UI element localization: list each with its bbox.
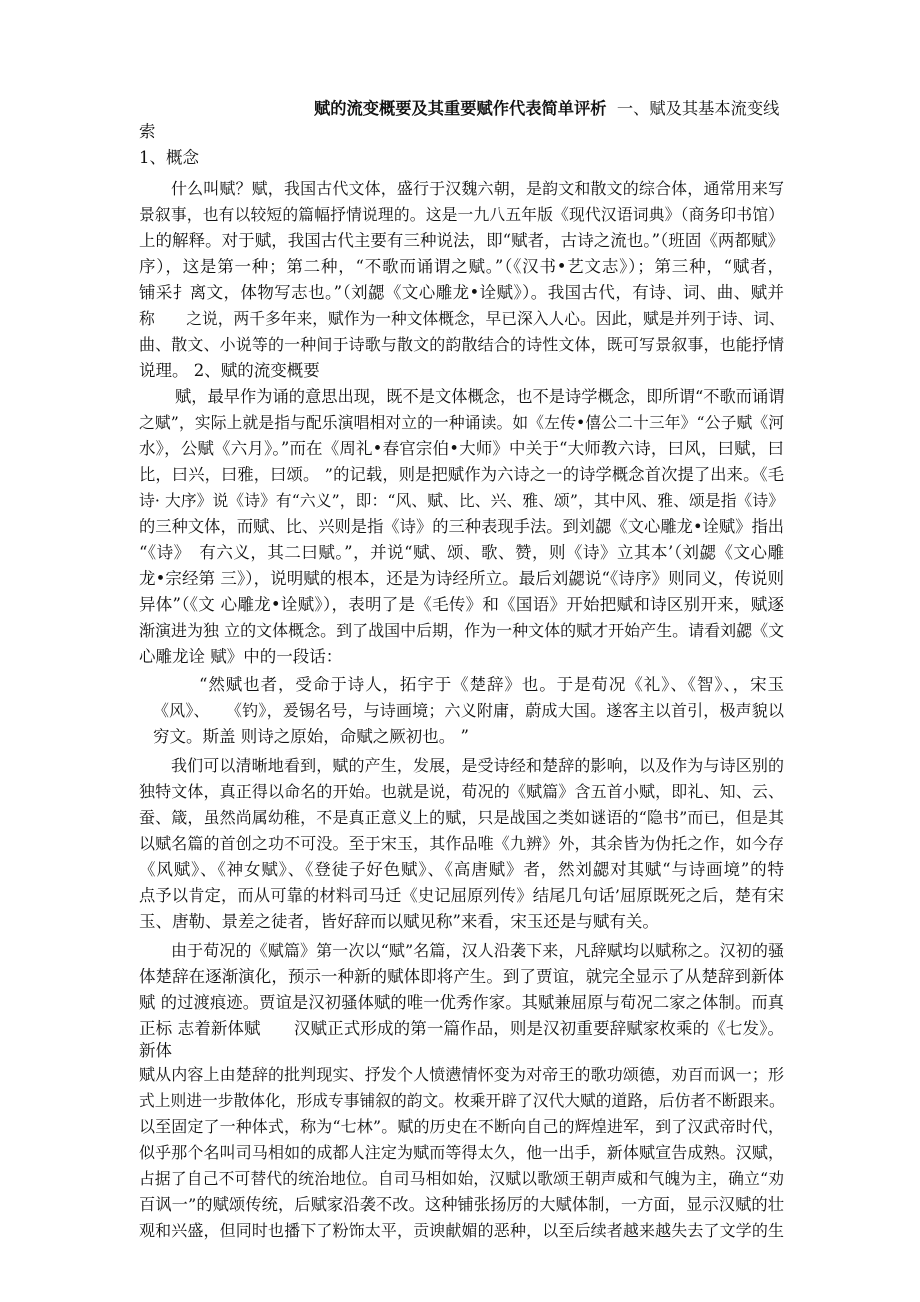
text-line: 赋 的过渡痕迹。贾谊是汉初骚体赋的唯一优秀作家。其赋兼屈原与荀况二家之体制。而真 — [139, 993, 784, 1012]
text-line: 的三种文体，而赋、比、兴则是指《诗》的三种表现手法。到刘勰《文心雕龙•诠赋》指出 — [139, 517, 784, 536]
quote-line: “然赋也者，受命于诗人，拓宇于《楚辞》也。于是荀况《礼》、《智》、，宋玉 — [199, 675, 784, 694]
text-line: 铺采扌离文，体物写志也。”（刘勰《文心雕龙•诠赋》）。我国古代，有诗、词、曲、赋并 — [139, 283, 784, 302]
text-line: 占据了自己不可替代的统治地位。自司马相如始，汉赋以歌颂王朝声威和气魄为主，确立“劝 — [139, 1169, 784, 1188]
text-line: 赋从内容上由楚辞的批判现实、抒发个人愤懑情怀变为对帝王的歌功颂德，劝百而讽一；形 — [139, 1065, 784, 1084]
text-line: 正标 志着新体赋 汉赋正式形成的第一篇作品，则是汉初重要辞赋家枚乘的《七发》。 — [139, 1019, 784, 1038]
text-line: 似乎那个名叫司马相如的成都人注定为赋而等得太久，他一出手，新体赋宣告成熟。汉赋， — [139, 1143, 784, 1162]
text-line: 以赋名篇的首创之功不可没。至于宋玉，其作品唯《九辨》外，其余皆为伪托之作，如今存 — [139, 834, 784, 853]
text-line: 体楚辞在逐渐演化，预示一种新的赋体即将产生。到了贾谊，就完全显示了从楚辞到新体 — [139, 967, 784, 986]
text-line: 观和兴盛，但同时也播下了粉饰太平，贡谀献媚的恶种，以至后续者越来越失去了文学的生 — [139, 1221, 784, 1240]
text-line: 点予以肯定，而从可靠的材料司马迁《史记屈原列传》结尾几句话’屈原既死之后，楚有宋 — [139, 886, 784, 905]
text-line: 心雕龙诠 赋》中的一段话： — [139, 647, 343, 666]
text-line: 百讽一”的赋颂传统，后赋家沿袭不改。这种铺张扬厉的大赋体制，一方面，显示汉赋的壮 — [139, 1195, 784, 1214]
text-line: 水》，公赋《六月》。”而在《周礼•春官宗伯•大师》中关于“大师教六诗，曰风，曰赋，曰 — [139, 439, 784, 458]
doc-title: 赋的流变概要及其重要赋作代表简单评析 — [314, 99, 607, 118]
text-line: 上的解释。对于赋，我国古代主要有三种说法，即“赋者，古诗之流也。”（班固《两都赋》 — [139, 231, 784, 250]
text-line: 以至固定了一种体式，称为“七林”。赋的历史在不断向自己的辉煌进军，到了汉武帝时代， — [139, 1117, 784, 1136]
quote-line: 穷文。斯盖 则诗之原始，命赋之厥初也。 ” — [153, 727, 469, 746]
text-line: 异体”（《文 心雕龙•诠赋》），表明了是《毛传》和《国语》开始把赋和诗区别开来，赋逐 — [139, 595, 784, 614]
text-line: 索 — [139, 122, 156, 141]
section-heading: 一、赋及其基本流变线 — [616, 99, 780, 118]
quote-line: 《风》、 《钓》，爰锡名号，与诗画境；六义附庸，蔚成大国。遂客主以首引，极声貌以 — [153, 701, 784, 720]
text-line: 赋，最早作为诵的意思出现，既不是文体概念，也不是诗学概念，即所谓“不歌而诵谓 — [175, 387, 785, 406]
text-line: 什么叫赋？赋，我国古代文体，盛行于汉魏六朝，是韵文和散文的综合体，通常用来写 — [171, 179, 784, 198]
text-line: 序），这是第一种；第二种，“不歌而诵谓之赋。”（《汉书•艺文志》）；第三种，“赋者， — [139, 257, 784, 276]
text-line: 《风赋》、《神女赋》、《登徒子好色赋》、《高唐赋》者，然刘勰对其赋“与诗画境”的特 — [139, 860, 784, 879]
section-heading: 1、概念 — [139, 148, 199, 167]
text-line: 龙•宗经第 三》），说明赋的根本，还是为诗经所立。最后刘勰说“《诗序》则同义，传说则 — [139, 569, 784, 588]
text-line: “《诗》 有六义，其二曰赋。”，并说“赋、颂、歌、赞，则《诗》立其本’（刘勰《文心雕 — [139, 543, 784, 562]
text-line: 之赋”，实际上就是指与配乐演唱相对立的一种诵读。如《左传•僖公二十三年》“公子赋《河 — [139, 413, 784, 432]
text-line: 称 之说，两千多年来，赋作为一种文体概念，早已深入人心。因此，赋是并列于诗、词、 — [139, 309, 785, 328]
text-line: 说理。 2、赋的流变概要 — [139, 361, 320, 380]
text-line: 蚕、箴，虽然尚属幼稚，不是真正意义上的赋，只是战国之类如谜语的“隐书”而已，但是其 — [139, 808, 784, 827]
text-line: 景叙事，也有以较短的篇幅抒情说理的。这是一九八五年版《现代汉语词典》（商务印书馆） — [139, 205, 784, 224]
text-line: 独特文体，真正得以命名的开始。也就是说，荀况的《赋篇》含五首小赋，即礼、知、云、 — [139, 782, 784, 801]
text-line: 渐演进为独 立的文体概念。到了战国中后期，作为一种文体的赋才开始产生。请看刘勰《文 — [139, 621, 785, 640]
text-line: 新体 — [139, 1041, 172, 1060]
text-line: 式上则进一步散体化，形成专事铺叙的韵文。枚乘开辟了汉代大赋的道路，后仿者不断跟来。 — [139, 1091, 785, 1110]
text-line: 由于荀况的《赋篇》第一次以“赋”名篇，汉人沿袭下来，凡辞赋均以赋称之。汉初的骚 — [171, 941, 784, 960]
title-line — [314, 98, 784, 120]
text-line: 诗· 大序》说《诗》有“六义”，即：“风、赋、比、兴、雅、颂”，其中风、雅、颂是指《诗》 — [139, 491, 784, 510]
text-line: 玉、唐勒、景差之徒者，皆好辞而以赋见称”来看，宋玉还是与赋有关。 — [139, 912, 659, 931]
text-line: 比，曰兴，曰雅，曰颂。 ”的记载，则是把赋作为六诗之一的诗学概念首次提了出来。《毛 — [139, 465, 784, 484]
text-line: 我们可以清晰地看到，赋的产生，发展，是受诗经和楚辞的影响，以及作为与诗区别的 — [171, 756, 784, 775]
text-line: 曲、散文、小说等的一种间于诗歌与散文的韵散结合的诗性文体，既可写景叙事，也能抒情 — [139, 335, 784, 354]
